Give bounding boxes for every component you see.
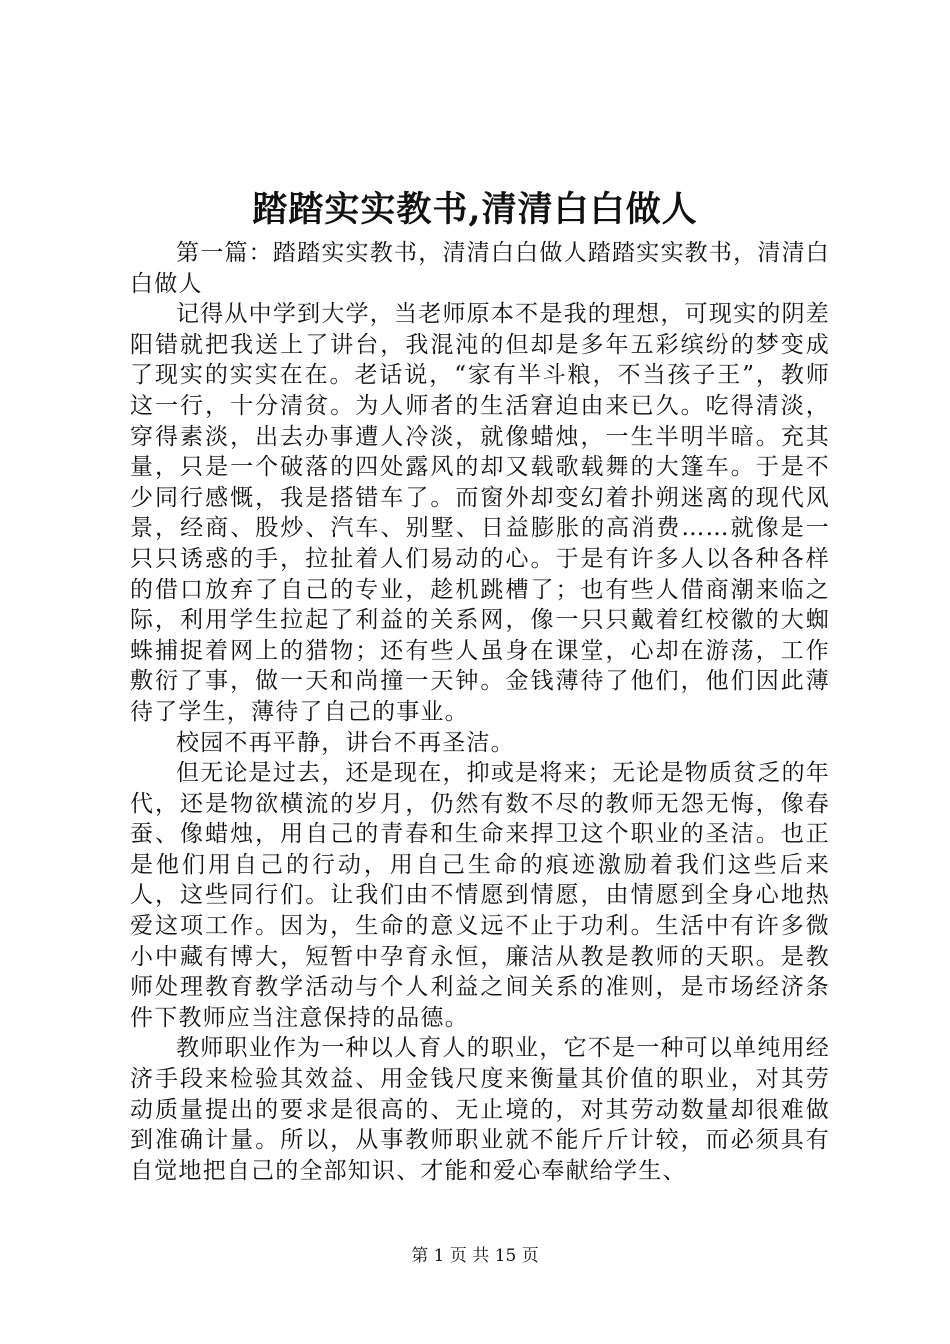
paragraph-4: 但无论是过去，还是现在，抑或是将来；无论是物质贫乏的年代，还是物欲横流的岁月，仍然有数不尽的教师无怨无悔，像春蚕、像蜡烛，用自己的青春和生命来捍卫这个职业的圣洁。也正是他们用自己的行动，用自己生命的痕迹激励着我们这些后来人，这些同行们。让我们由不情愿到情愿，由情愿到全身心地热爱这项工作。因为，生命的意义远不止于功利。生活中有许多微小中藏有博大，短暂中孕育永恒，廉洁从教是教师的天职。是教师处理教育教学活动与个人利益之间关系的准则，是市场经济条件下教师应当注意保持的品德。 (130, 760, 830, 1031)
paragraph-5: 教师职业作为一种以人育人的职业，它不是一种可以单纯用经济手段来检验其效益、用金钱尺度来衡量其价值的职业，对其劳动质量提出的要求是很高的、无止境的，对其劳动数量却很难做到准确计量。所以，从事教师职业就不能斤斤计较，而必须具有自觉地把自己的全部知识、才能和爱心奉献给学生、 (130, 1035, 830, 1184)
paragraph-2: 记得从中学到大学，当老师原本不是我的理想，可现实的阴差阳错就把我送上了讲台，我混沌的但却是多年五彩缤纷的梦变成了现实的实实在在。老话说，“家有半斗粮，不当孩子王”，教师这一行，十分清贫。为人师者的生活窘迫由来已久。吃得清淡，穿得素淡，出去办事遭人冷淡，就像蜡烛，一生半明半暗。充其量，只是一个破落的四处露风的却又载歌载舞的大篷车。于是不少同行感慨，我是搭错车了。而窗外却变幻着扑朔迷离的现代风景，经商、股炒、汽车、别墅、日益膨胀的高消费……就像是一只只诱惑的手，拉扯着人们易动的心。于是有许多人以各种各样的借口放弃了自己的专业，趁机跳槽了；也有些人借商潮来临之际，利用学生拉起了利益的关系网，像一只只戴着红校徽的大蜘蛛捕捉着网上的猎物；还有些人虽身在课堂，心却在游荡，工作敷衍了事，做一天和尚撞一天钟。金钱薄待了他们，他们因此薄待了学生，薄待了自己的事业。 (130, 301, 830, 725)
page-number: 第 1 页 共 15 页 (411, 1246, 539, 1266)
paragraph-3: 校园不再平静，讲台不再圣洁。 (176, 729, 515, 756)
document-body (130, 238, 830, 1186)
document-title: 踏踏实实教书,清清白白做人 (252, 189, 698, 230)
paragraph-1: 第一篇：踏踏实实教书，清清白白做人踏踏实实教书，清清白白做人 (130, 240, 830, 297)
